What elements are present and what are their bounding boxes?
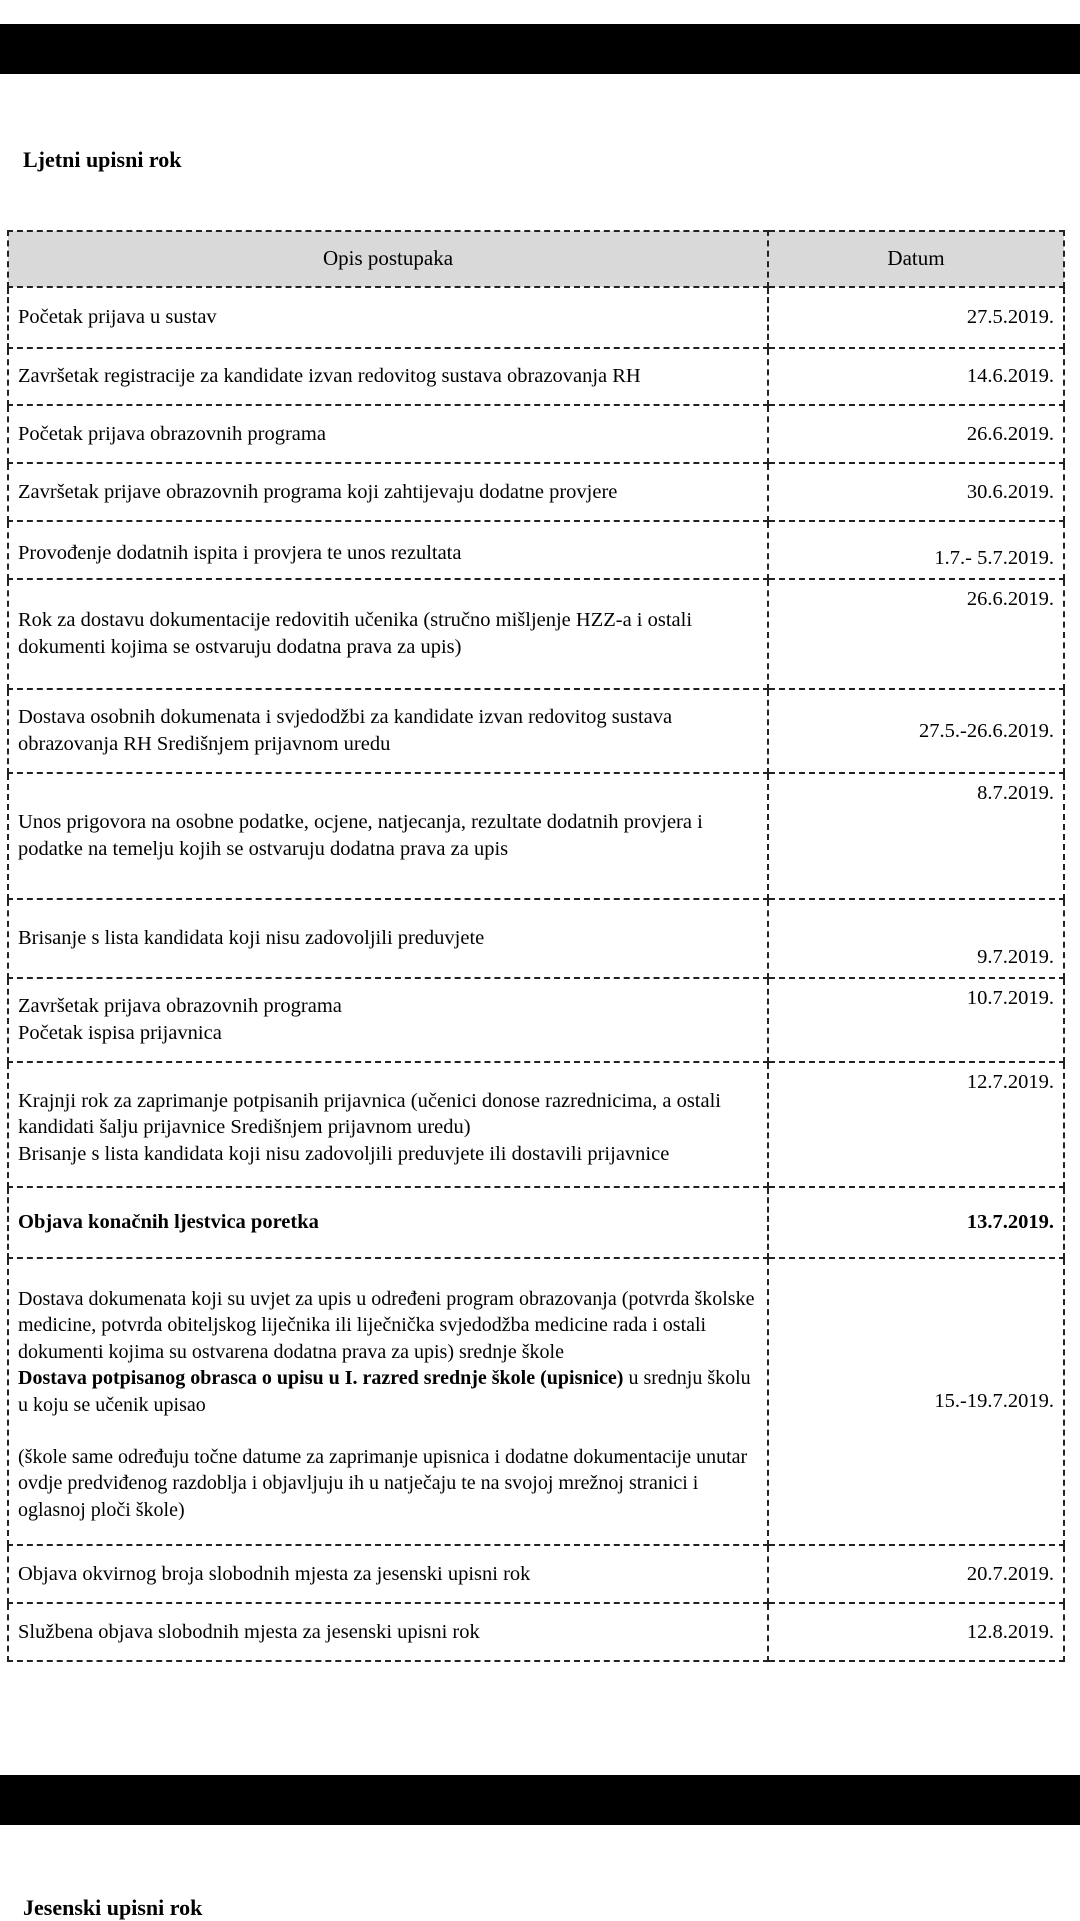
row-description-gap [18,1418,758,1444]
row-description: Službena objava slobodnih mjesta za jesenski upisni rok [8,1603,768,1661]
row-date: 10.7.2019. [768,978,1064,1062]
enrollment-schedule-table [7,230,1065,1662]
row-date: 13.7.2019. [768,1187,1064,1258]
bottom-black-bar [0,1775,1080,1825]
row-description-line: Završetak prijava obrazovnih programa [18,995,342,1018]
row-description: Dostava osobnih dokumenata i svjedodžbi za kandidate izvan redovitog sustava obrazovanja RH Središnjem prijavnom uredu [8,689,768,773]
row-description: Početak prijava obrazovnih programa [8,405,768,463]
row-description [8,1062,768,1187]
row-description: Rok za dostavu dokumentacije redovitih učenika (stručno mišljenje HZZ-a i ostali dokumenti kojima se ostvaruju dodatna prava za upis) [8,579,768,689]
row-date: 1.7.- 5.7.2019. [768,521,1064,579]
row-description: Unos prigovora na osobne podatke, ocjene, natjecanja, rezultate dodatnih provjera i podatke na temelju kojih se ostvaruju dodatna prava za upis [8,773,768,899]
row-description-part [18,1365,758,1418]
row-description: Završetak registracije za kandidate izvan redovitog sustava obrazovanja RH [8,348,768,405]
row-description [8,1258,768,1545]
row-date: 9.7.2019. [768,899,1064,978]
table-row [8,463,1064,521]
row-date: 20.7.2019. [768,1545,1064,1603]
row-description [8,978,768,1062]
table-header-row [8,231,1064,287]
row-description: Provođenje dodatnih ispita i provjera te unos rezultata [8,521,768,579]
table-row [8,689,1064,773]
row-date: 26.6.2019. [768,405,1064,463]
row-description-note: (škole same određuju točne datume za zaprimanje upisnica i dodatne dokumentacije unutar ovdje predviđenog razdoblja i objavljuju ih u natječaju te na svojoj mrežnoj stranici i oglasnoj ploči škole) [18,1445,748,1521]
row-date: 15.-19.7.2019. [768,1258,1064,1545]
table-row [8,348,1064,405]
table-row [8,287,1064,348]
row-description-rest: u srednju školu u koju se učenik upisao [18,1367,751,1416]
row-date: 26.6.2019. [768,579,1064,689]
table-row [8,1603,1064,1661]
row-description: Završetak prijave obrazovnih programa koji zahtijevaju dodatne provjere [8,463,768,521]
row-description: Objava okvirnog broja slobodnih mjesta za jesenski upisni rok [8,1545,768,1603]
row-date: 12.7.2019. [768,1062,1064,1187]
section-title-summer: Ljetni upisni rok [23,147,182,172]
row-description: Brisanje s lista kandidata koji nisu zadovoljili preduvjete [8,899,768,978]
row-date: 30.6.2019. [768,463,1064,521]
row-date: 27.5.-26.6.2019. [768,689,1064,773]
table-row [8,1258,1064,1545]
section-title-autumn: Jesenski upisni rok [23,1895,203,1920]
table-row [8,405,1064,463]
row-date: 14.6.2019. [768,348,1064,405]
row-date: 8.7.2019. [768,773,1064,899]
row-date: 12.8.2019. [768,1603,1064,1661]
header-date: Datum [768,231,1064,287]
top-black-bar [0,24,1080,74]
row-description: Početak prijava u sustav [8,287,768,348]
table-row [8,521,1064,579]
row-description-bold: Dostava potpisanog obrasca o upisu u I. razred srednje škole (upisnice) [18,1367,624,1390]
table-row [8,1062,1064,1187]
table-row [8,899,1064,978]
row-description: Objava konačnih ljestvica poretka [8,1187,768,1258]
table-row [8,579,1064,689]
row-description-line: Brisanje s lista kandidata koji nisu zadovoljili preduvjete ili dostavili prijavnice [18,1142,670,1165]
table-row [8,773,1064,899]
row-description-part: Dostava dokumenata koji su uvjet za upis u određeni program obrazovanja (potvrda školske medicine, potvrda obiteljskog liječnika ili liječnička svjedodžba medicine rada i ostali dokumenti kojima su ostvarena dodatna prava za upis) srednje škole [18,1287,755,1363]
header-description: Opis postupaka [8,231,768,287]
table-row [8,978,1064,1062]
row-date: 27.5.2019. [768,287,1064,348]
table-row [8,1187,1064,1258]
row-description-line: Krajnji rok za zaprimanje potpisanih prijavnica (učenici donose razrednicima, a ostali kandidati šalju prijavnice Središnjem prijavnom uredu) [18,1089,721,1139]
row-description-line: Početak ispisa prijavnica [18,1022,222,1044]
table-row [8,1545,1064,1603]
